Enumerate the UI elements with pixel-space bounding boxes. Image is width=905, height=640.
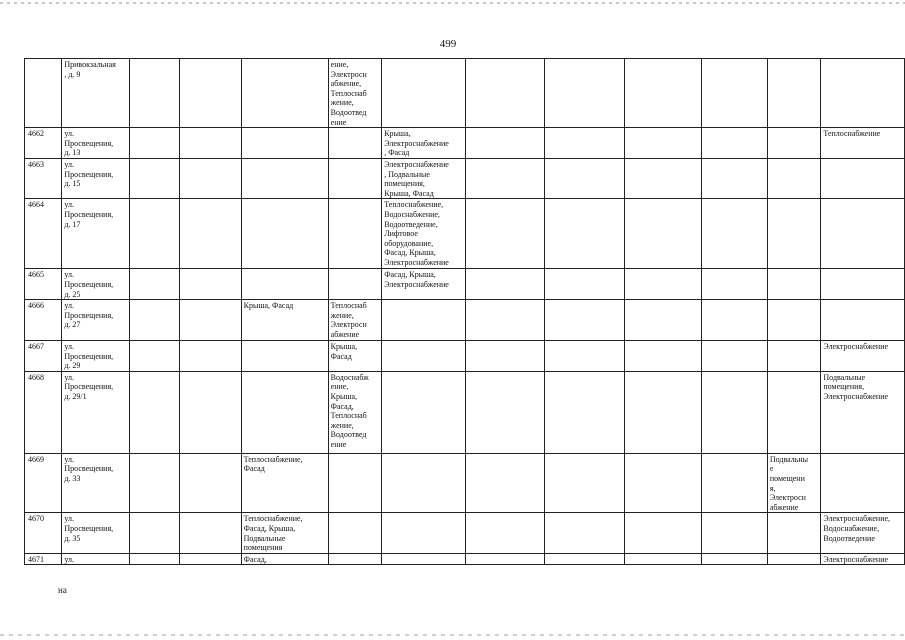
work-type-cell xyxy=(465,341,544,372)
work-type-cell xyxy=(544,269,625,300)
work-type-cell xyxy=(129,513,179,553)
work-type-cell: Фасад, xyxy=(241,553,328,565)
work-type-cell xyxy=(129,59,179,128)
work-type-cell xyxy=(821,453,905,513)
work-type-cell xyxy=(465,158,544,198)
work-type-cell xyxy=(328,199,382,269)
work-type-cell xyxy=(625,128,702,159)
work-type-cell xyxy=(180,513,242,553)
work-type-cell xyxy=(767,300,821,341)
work-type-cell xyxy=(180,59,242,128)
work-type-cell xyxy=(328,128,382,159)
work-type-cell xyxy=(180,269,242,300)
work-type-cell xyxy=(625,158,702,198)
work-type-cell xyxy=(180,128,242,159)
work-type-cell xyxy=(767,158,821,198)
work-type-cell xyxy=(702,453,767,513)
work-type-cell xyxy=(129,553,179,565)
work-type-cell xyxy=(180,341,242,372)
work-type-cell xyxy=(544,553,625,565)
work-type-cell xyxy=(544,453,625,513)
row-number-cell: 4670 xyxy=(25,513,62,553)
work-type-cell xyxy=(382,453,465,513)
work-type-cell xyxy=(328,453,382,513)
work-type-cell: Фасад, Крыша, Электроснабжение xyxy=(382,269,465,300)
address-cell: Привокзальная , д. 9 xyxy=(62,59,130,128)
work-type-cell: Подвальны е помещени я, Электросн абжение xyxy=(767,453,821,513)
work-type-cell: ение, Электросн абжение, Теплоснаб жение, Водоотвед ение xyxy=(328,59,382,128)
row-number-cell: 4664 xyxy=(25,199,62,269)
work-type-cell xyxy=(129,199,179,269)
row-number-cell: 4667 xyxy=(25,341,62,372)
address-cell: ул. Просвещения, д. 17 xyxy=(62,199,130,269)
work-type-cell xyxy=(767,59,821,128)
work-type-cell xyxy=(702,199,767,269)
table-row xyxy=(25,269,905,300)
table-row xyxy=(25,453,905,513)
work-type-cell xyxy=(382,300,465,341)
footer-note: на xyxy=(58,585,67,595)
work-type-cell: Теплоснабжение, Водоснабжение, Водоотведение, Лифтовое оборудование, Фасад, Крыша, Электроснабжение xyxy=(382,199,465,269)
work-type-cell xyxy=(241,128,328,159)
table-row xyxy=(25,300,905,341)
work-type-cell xyxy=(328,269,382,300)
work-type-cell xyxy=(465,513,544,553)
table-row xyxy=(25,158,905,198)
work-type-cell xyxy=(544,199,625,269)
work-type-cell xyxy=(625,59,702,128)
work-type-cell: Подвальные помещения, Электроснабжение xyxy=(821,371,905,453)
work-type-cell xyxy=(180,453,242,513)
work-type-cell: Электроснабжение , Подвальные помещения, Крыша, Фасад xyxy=(382,158,465,198)
work-type-cell xyxy=(702,553,767,565)
work-type-cell xyxy=(821,199,905,269)
work-type-cell xyxy=(544,371,625,453)
table-row xyxy=(25,128,905,159)
work-type-cell xyxy=(129,300,179,341)
work-type-cell xyxy=(328,513,382,553)
address-cell: ул. Просвещения, д. 29 xyxy=(62,341,130,372)
row-number-cell: 4666 xyxy=(25,300,62,341)
work-type-cell xyxy=(702,371,767,453)
work-type-cell xyxy=(821,158,905,198)
work-type-cell xyxy=(544,59,625,128)
table-row xyxy=(25,371,905,453)
work-type-cell xyxy=(382,553,465,565)
work-type-cell xyxy=(767,371,821,453)
work-type-cell xyxy=(702,341,767,372)
work-type-cell: Крыша, Фасад xyxy=(328,341,382,372)
work-type-cell xyxy=(625,269,702,300)
work-type-cell xyxy=(129,453,179,513)
work-type-cell xyxy=(702,128,767,159)
work-type-cell xyxy=(465,59,544,128)
work-type-cell: Теплоснаб жение, Электросн абжение xyxy=(328,300,382,341)
work-type-cell xyxy=(767,269,821,300)
work-type-cell xyxy=(767,128,821,159)
work-type-cell xyxy=(241,199,328,269)
row-number-cell: 4668 xyxy=(25,371,62,453)
work-type-cell xyxy=(821,300,905,341)
work-type-cell xyxy=(544,128,625,159)
work-type-cell xyxy=(241,59,328,128)
work-type-cell xyxy=(328,158,382,198)
address-cell: ул. Просвещения, д. 25 xyxy=(62,269,130,300)
address-cell: ул. Просвещения, д. 33 xyxy=(62,453,130,513)
work-type-cell xyxy=(625,553,702,565)
work-type-cell xyxy=(465,199,544,269)
work-type-cell xyxy=(767,199,821,269)
work-type-cell xyxy=(544,300,625,341)
work-type-cell xyxy=(180,371,242,453)
work-type-cell xyxy=(465,128,544,159)
work-type-cell xyxy=(465,553,544,565)
work-type-cell xyxy=(241,269,328,300)
work-type-cell xyxy=(702,269,767,300)
work-type-cell: Водоснабж ение, Крыша, Фасад, Теплоснаб жение, Водоотвед ение xyxy=(328,371,382,453)
work-type-cell xyxy=(702,300,767,341)
work-type-cell xyxy=(180,300,242,341)
work-type-cell: Электроснабжение, Водоснабжение, Водоотведение xyxy=(821,513,905,553)
work-type-cell xyxy=(129,371,179,453)
work-type-cell xyxy=(821,59,905,128)
work-type-cell xyxy=(465,269,544,300)
work-type-cell xyxy=(702,59,767,128)
address-cell: ул. Просвещения, д. 35 xyxy=(62,513,130,553)
address-cell: ул. Просвещения, д. 27 xyxy=(62,300,130,341)
row-number-cell: 4662 xyxy=(25,128,62,159)
work-type-cell: Крыша, Фасад xyxy=(241,300,328,341)
work-type-cell xyxy=(544,513,625,553)
work-type-cell xyxy=(465,371,544,453)
row-number-cell: 4663 xyxy=(25,158,62,198)
work-type-cell xyxy=(382,371,465,453)
work-type-cell xyxy=(544,158,625,198)
work-type-cell xyxy=(702,158,767,198)
address-cell: ул. Просвещения, д. 13 xyxy=(62,128,130,159)
work-type-cell xyxy=(625,199,702,269)
table-row xyxy=(25,513,905,553)
table-row xyxy=(25,199,905,269)
work-type-cell xyxy=(180,553,242,565)
work-type-cell xyxy=(328,553,382,565)
work-type-cell xyxy=(625,300,702,341)
work-type-cell xyxy=(702,513,767,553)
work-type-cell: Теплоснабжение, Фасад xyxy=(241,453,328,513)
work-type-cell xyxy=(129,341,179,372)
table-row xyxy=(25,59,905,128)
work-type-cell xyxy=(465,300,544,341)
work-type-cell xyxy=(129,158,179,198)
address-cell: ул. Просвещения, д. 15 xyxy=(62,158,130,198)
work-type-cell xyxy=(241,371,328,453)
work-type-cell xyxy=(180,199,242,269)
work-type-cell xyxy=(129,269,179,300)
data-table xyxy=(24,58,905,565)
work-type-cell xyxy=(821,269,905,300)
work-type-cell xyxy=(241,158,328,198)
work-type-cell xyxy=(767,341,821,372)
scan-edge-bottom xyxy=(0,634,905,636)
work-type-cell xyxy=(382,59,465,128)
work-type-cell: Электроснабжение xyxy=(821,553,905,565)
table-row xyxy=(25,341,905,372)
work-type-cell xyxy=(544,341,625,372)
row-number-cell: 4665 xyxy=(25,269,62,300)
work-type-cell: Теплоснабжение, Фасад, Крыша, Подвальные помещения xyxy=(241,513,328,553)
work-type-cell: Электроснабжение xyxy=(821,341,905,372)
address-cell: ул. Просвещения, д. 29/1 xyxy=(62,371,130,453)
scan-edge-top xyxy=(0,2,905,4)
table-row xyxy=(25,553,905,565)
page-number: 499 xyxy=(439,38,457,50)
address-cell: ул. xyxy=(62,553,130,565)
row-number-cell: 4671 xyxy=(25,553,62,565)
work-type-cell xyxy=(129,128,179,159)
work-type-cell xyxy=(625,453,702,513)
work-type-cell: Крыша, Электроснабжение , Фасад xyxy=(382,128,465,159)
work-type-cell xyxy=(625,371,702,453)
work-type-cell xyxy=(767,513,821,553)
work-type-cell xyxy=(382,513,465,553)
work-type-cell xyxy=(625,341,702,372)
work-type-cell: Теплоснабжение xyxy=(821,128,905,159)
work-type-cell xyxy=(625,513,702,553)
work-type-cell xyxy=(180,158,242,198)
work-type-cell xyxy=(465,453,544,513)
work-type-cell xyxy=(382,341,465,372)
work-type-cell xyxy=(241,341,328,372)
row-number-cell: 4669 xyxy=(25,453,62,513)
row-number-cell xyxy=(25,59,62,128)
work-type-cell xyxy=(767,553,821,565)
